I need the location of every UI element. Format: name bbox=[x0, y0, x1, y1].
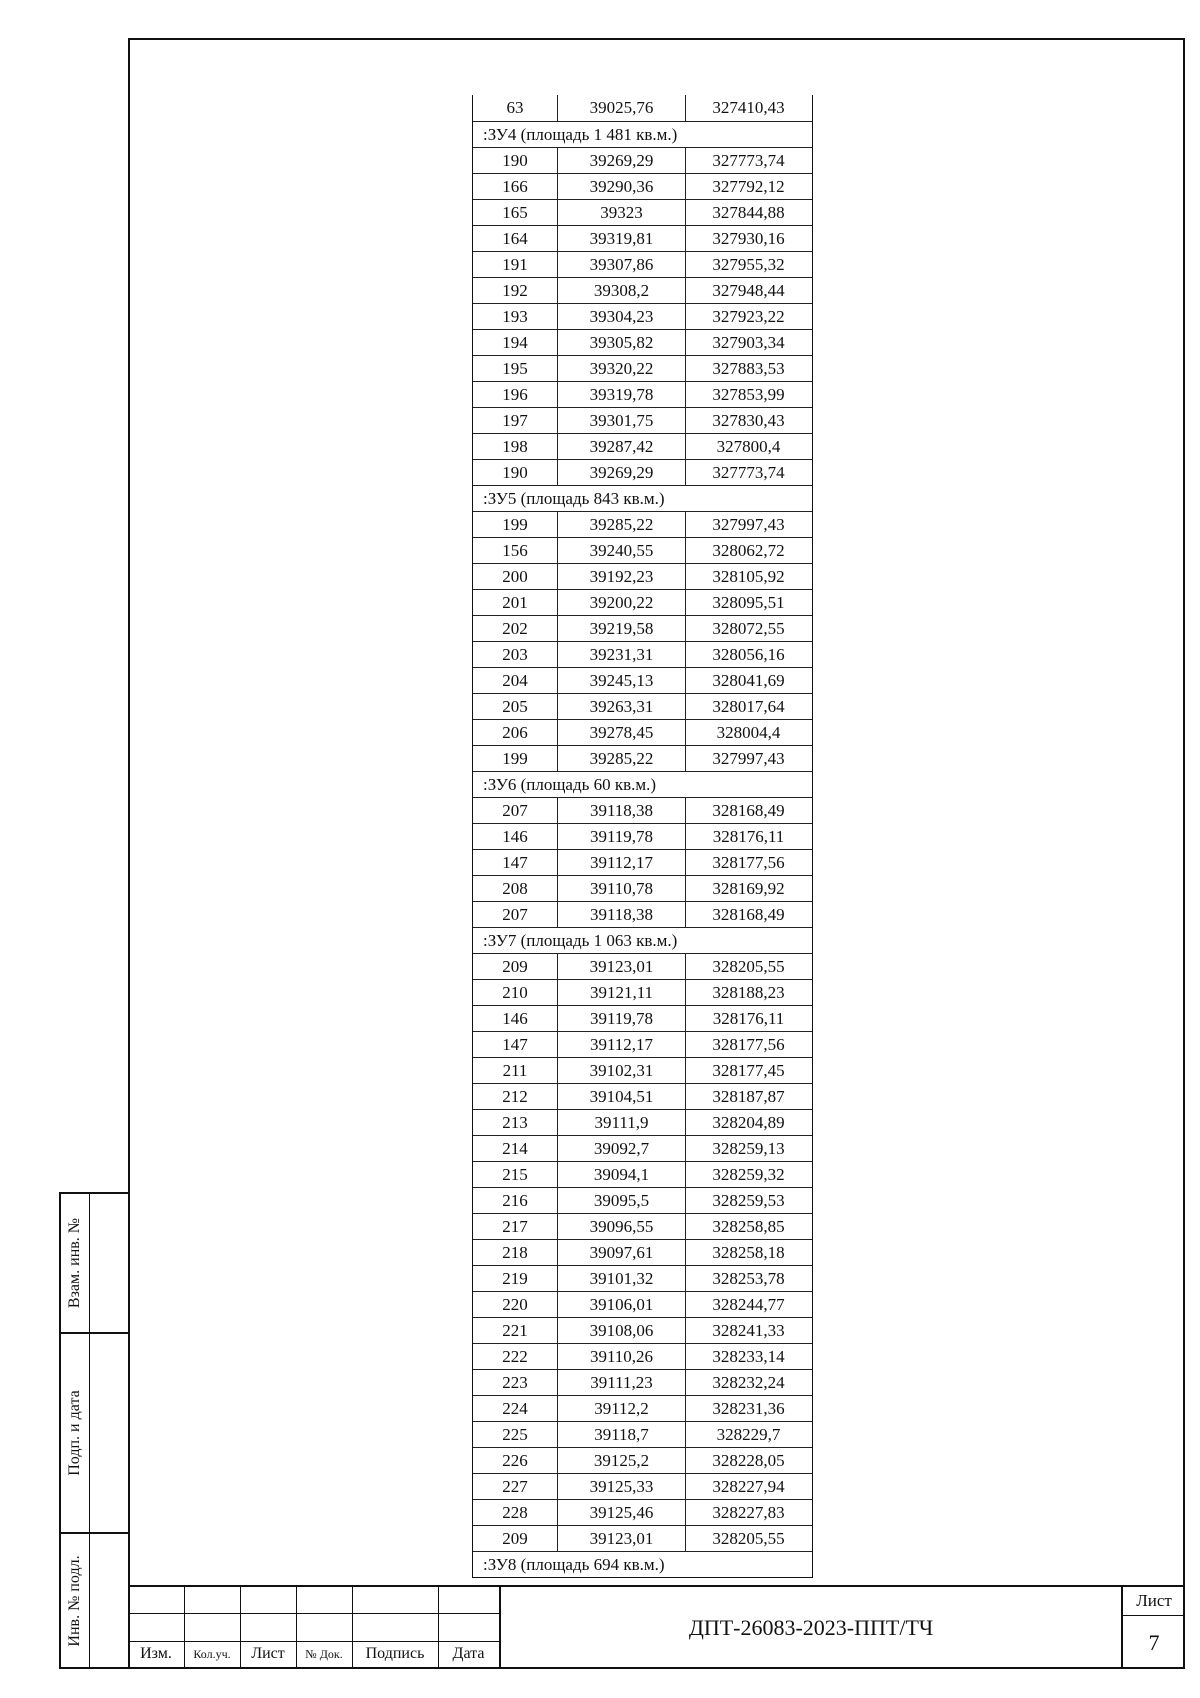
table-row bbox=[473, 303, 812, 329]
point-number: 223 bbox=[502, 1372, 528, 1392]
point-number: 209 bbox=[502, 956, 528, 976]
coord-x: 39290,36 bbox=[557, 174, 685, 199]
coord-y: 328205,55 bbox=[685, 1526, 811, 1551]
coord-y: 327903,34 bbox=[685, 330, 811, 355]
coord-x: 39319,78 bbox=[557, 382, 685, 407]
coord-x: 39301,75 bbox=[557, 408, 685, 433]
table-row bbox=[473, 459, 812, 485]
table-row bbox=[473, 199, 812, 225]
table-row bbox=[473, 433, 812, 459]
table-row bbox=[473, 1499, 812, 1525]
point-number: 196 bbox=[502, 384, 528, 404]
point-number: 195 bbox=[502, 358, 528, 378]
table-row bbox=[473, 1317, 812, 1343]
coord-y: 327997,43 bbox=[685, 512, 811, 537]
coord-x: 39118,7 bbox=[557, 1422, 685, 1447]
coord-y: 327883,53 bbox=[685, 356, 811, 381]
coord-y: 328177,56 bbox=[685, 850, 811, 875]
coord-x: 39285,22 bbox=[557, 512, 685, 537]
point-number: 63 bbox=[506, 98, 524, 117]
coord-y: 327930,16 bbox=[685, 226, 811, 251]
table-row bbox=[473, 511, 812, 537]
table-row bbox=[473, 407, 812, 433]
stamp-inv-podl bbox=[59, 1534, 128, 1669]
point-number: 216 bbox=[502, 1190, 528, 1210]
point-number: 225 bbox=[502, 1424, 528, 1444]
table-row bbox=[473, 355, 812, 381]
coord-x: 39119,78 bbox=[557, 1006, 685, 1031]
table-row bbox=[473, 1031, 812, 1057]
point-number: 227 bbox=[502, 1476, 528, 1496]
header-podpis: Подпись bbox=[365, 1645, 425, 1662]
coord-y: 328017,64 bbox=[685, 694, 811, 719]
coord-y: 328259,32 bbox=[685, 1162, 811, 1187]
coord-x: 39025,76 bbox=[557, 95, 685, 121]
coord-y: 327997,43 bbox=[685, 746, 811, 771]
point-number: 214 bbox=[502, 1138, 528, 1158]
section-header-row bbox=[473, 1551, 812, 1577]
point-number: 209 bbox=[502, 1528, 528, 1548]
coord-x: 39304,23 bbox=[557, 304, 685, 329]
point-number: 210 bbox=[502, 982, 528, 1002]
sheet-number: 7 bbox=[1123, 1615, 1185, 1669]
coord-y: 327792,12 bbox=[685, 174, 811, 199]
coord-x: 39305,82 bbox=[557, 330, 685, 355]
point-number: 166 bbox=[502, 176, 528, 196]
section-header-row bbox=[473, 485, 812, 511]
coord-y: 327830,43 bbox=[685, 408, 811, 433]
coord-y: 328168,49 bbox=[685, 798, 811, 823]
coord-x: 39123,01 bbox=[557, 954, 685, 979]
table-row bbox=[473, 979, 812, 1005]
coord-x: 39269,29 bbox=[557, 148, 685, 173]
table-row bbox=[473, 225, 812, 251]
point-number: 193 bbox=[502, 306, 528, 326]
coord-y: 328177,56 bbox=[685, 1032, 811, 1057]
point-number: 191 bbox=[502, 254, 528, 274]
point-number: 165 bbox=[502, 202, 528, 222]
table-row bbox=[473, 1473, 812, 1499]
point-number: 221 bbox=[502, 1320, 528, 1340]
point-number: 202 bbox=[502, 618, 528, 638]
coord-y: 328259,13 bbox=[685, 1136, 811, 1161]
table-row bbox=[473, 719, 812, 745]
table-row bbox=[473, 1291, 812, 1317]
coord-y: 328227,83 bbox=[685, 1500, 811, 1525]
coord-y: 327410,43 bbox=[685, 95, 811, 121]
header-kol-uch: Кол.уч. bbox=[193, 1646, 231, 1661]
table-row bbox=[473, 1135, 812, 1161]
coord-x: 39308,2 bbox=[557, 278, 685, 303]
header-n-dok: № Док. bbox=[305, 1646, 343, 1661]
point-number: 147 bbox=[502, 1034, 528, 1054]
table-row bbox=[473, 1447, 812, 1473]
section-header-row bbox=[473, 771, 812, 797]
point-number: 198 bbox=[502, 436, 528, 456]
table-row bbox=[473, 1369, 812, 1395]
point-number: 220 bbox=[502, 1294, 528, 1314]
table-row bbox=[473, 615, 812, 641]
table-row bbox=[473, 641, 812, 667]
point-number: 200 bbox=[502, 566, 528, 586]
stamp-vzam-inv bbox=[59, 1192, 128, 1334]
coord-y: 327773,74 bbox=[685, 460, 811, 485]
table-row bbox=[473, 1057, 812, 1083]
point-number: 228 bbox=[502, 1502, 528, 1522]
table-row bbox=[473, 381, 812, 407]
coord-x: 39269,29 bbox=[557, 460, 685, 485]
coord-x: 39125,33 bbox=[557, 1474, 685, 1499]
coord-y: 328258,85 bbox=[685, 1214, 811, 1239]
coord-x: 39119,78 bbox=[557, 824, 685, 849]
coord-y: 328231,36 bbox=[685, 1396, 811, 1421]
coord-y: 328004,4 bbox=[685, 720, 811, 745]
point-number: 218 bbox=[502, 1242, 528, 1262]
coord-x: 39125,46 bbox=[557, 1500, 685, 1525]
coord-x: 39112,17 bbox=[557, 850, 685, 875]
table-row bbox=[473, 823, 812, 849]
coordinates-table bbox=[472, 95, 813, 1578]
coord-y: 327844,88 bbox=[685, 200, 811, 225]
table-row bbox=[473, 251, 812, 277]
coord-x: 39320,22 bbox=[557, 356, 685, 381]
table-row bbox=[473, 173, 812, 199]
coord-y: 328232,24 bbox=[685, 1370, 811, 1395]
point-number: 226 bbox=[502, 1450, 528, 1470]
coord-x: 39095,5 bbox=[557, 1188, 685, 1213]
section-title: :ЗУ7 (площадь 1 063 кв.м.) bbox=[483, 930, 678, 950]
table-row bbox=[473, 1265, 812, 1291]
coord-y: 328233,14 bbox=[685, 1344, 811, 1369]
coord-y: 328259,53 bbox=[685, 1188, 811, 1213]
point-number: 205 bbox=[502, 696, 528, 716]
point-number: 190 bbox=[502, 150, 528, 170]
stamp-inv-label: Инв. № подл. bbox=[66, 1554, 83, 1647]
section-title: :ЗУ6 (площадь 60 кв.м.) bbox=[483, 774, 657, 794]
table-row bbox=[473, 953, 812, 979]
coord-x: 39278,45 bbox=[557, 720, 685, 745]
coord-x: 39219,58 bbox=[557, 616, 685, 641]
coord-x: 39110,26 bbox=[557, 1344, 685, 1369]
table-row bbox=[473, 1525, 812, 1551]
coord-x: 39287,42 bbox=[557, 434, 685, 459]
coord-y: 328188,23 bbox=[685, 980, 811, 1005]
coord-y: 328168,49 bbox=[685, 902, 811, 927]
coord-y: 327853,99 bbox=[685, 382, 811, 407]
section-title: :ЗУ8 (площадь 694 кв.м.) bbox=[483, 1554, 665, 1574]
table-row bbox=[473, 1213, 812, 1239]
coord-y: 328241,33 bbox=[685, 1318, 811, 1343]
coord-x: 39104,51 bbox=[557, 1084, 685, 1109]
table-row bbox=[473, 849, 812, 875]
coord-x: 39123,01 bbox=[557, 1526, 685, 1551]
coord-y: 328095,51 bbox=[685, 590, 811, 615]
coord-x: 39240,55 bbox=[557, 538, 685, 563]
table-row bbox=[473, 147, 812, 173]
coord-y: 328176,11 bbox=[685, 824, 811, 849]
coord-x: 39323 bbox=[557, 200, 685, 225]
table-row bbox=[473, 589, 812, 615]
point-number: 147 bbox=[502, 852, 528, 872]
table-row bbox=[473, 745, 812, 771]
coord-x: 39092,7 bbox=[557, 1136, 685, 1161]
point-number: 201 bbox=[502, 592, 528, 612]
coord-x: 39118,38 bbox=[557, 902, 685, 927]
table-row bbox=[473, 1421, 812, 1447]
coord-x: 39121,11 bbox=[557, 980, 685, 1005]
point-number: 222 bbox=[502, 1346, 528, 1366]
coord-x: 39125,2 bbox=[557, 1448, 685, 1473]
coord-x: 39097,61 bbox=[557, 1240, 685, 1265]
coord-x: 39102,31 bbox=[557, 1058, 685, 1083]
point-number: 194 bbox=[502, 332, 528, 352]
coord-y: 328041,69 bbox=[685, 668, 811, 693]
coord-y: 327923,22 bbox=[685, 304, 811, 329]
coord-x: 39200,22 bbox=[557, 590, 685, 615]
point-number: 224 bbox=[502, 1398, 528, 1418]
table-row bbox=[473, 901, 812, 927]
coord-x: 39112,2 bbox=[557, 1396, 685, 1421]
point-number: 156 bbox=[502, 540, 528, 560]
coord-y: 328187,87 bbox=[685, 1084, 811, 1109]
point-number: 206 bbox=[502, 722, 528, 742]
coord-y: 328056,16 bbox=[685, 642, 811, 667]
coord-y: 328244,77 bbox=[685, 1292, 811, 1317]
stamp-podp-data bbox=[59, 1334, 128, 1534]
coord-x: 39231,31 bbox=[557, 642, 685, 667]
table-row bbox=[473, 1161, 812, 1187]
title-block bbox=[128, 1585, 1185, 1669]
coord-y: 328105,92 bbox=[685, 564, 811, 589]
coord-y: 328177,45 bbox=[685, 1058, 811, 1083]
coord-x: 39108,06 bbox=[557, 1318, 685, 1343]
table-row bbox=[473, 1239, 812, 1265]
point-number: 164 bbox=[502, 228, 528, 248]
coord-x: 39096,55 bbox=[557, 1214, 685, 1239]
section-title: :ЗУ5 (площадь 843 кв.м.) bbox=[483, 488, 665, 508]
point-number: 208 bbox=[502, 878, 528, 898]
coord-y: 328229,7 bbox=[685, 1422, 811, 1447]
coord-x: 39319,81 bbox=[557, 226, 685, 251]
table-row bbox=[473, 95, 812, 121]
table-row bbox=[473, 693, 812, 719]
stamp-podp-label: Подп. и дата bbox=[66, 1390, 83, 1476]
coord-x: 39263,31 bbox=[557, 694, 685, 719]
header-izm: Изм. bbox=[140, 1645, 172, 1662]
coord-y: 328072,55 bbox=[685, 616, 811, 641]
table-row bbox=[473, 1343, 812, 1369]
coord-y: 327948,44 bbox=[685, 278, 811, 303]
header-data: Дата bbox=[452, 1645, 485, 1662]
coord-x: 39111,23 bbox=[557, 1370, 685, 1395]
coord-y: 327955,32 bbox=[685, 252, 811, 277]
coord-y: 328204,89 bbox=[685, 1110, 811, 1135]
table-row bbox=[473, 667, 812, 693]
table-row bbox=[473, 1109, 812, 1135]
coord-y: 328062,72 bbox=[685, 538, 811, 563]
coord-y: 328228,05 bbox=[685, 1448, 811, 1473]
coord-x: 39245,13 bbox=[557, 668, 685, 693]
point-number: 192 bbox=[502, 280, 528, 300]
table-row bbox=[473, 1395, 812, 1421]
coord-y: 328227,94 bbox=[685, 1474, 811, 1499]
point-number: 204 bbox=[502, 670, 528, 690]
document-code: ДПТ-26083-2023-ППТ/ТЧ bbox=[688, 1615, 934, 1640]
coord-x: 39112,17 bbox=[557, 1032, 685, 1057]
point-number: 146 bbox=[502, 1008, 528, 1028]
table-row bbox=[473, 1083, 812, 1109]
stamp-vzam-label: Взам. инв. № bbox=[66, 1217, 83, 1309]
sheet-label: Лист bbox=[1136, 1591, 1172, 1610]
coord-y: 328205,55 bbox=[685, 954, 811, 979]
coord-y: 327773,74 bbox=[685, 148, 811, 173]
table-row bbox=[473, 1005, 812, 1031]
table-row bbox=[473, 797, 812, 823]
coord-y: 328253,78 bbox=[685, 1266, 811, 1291]
coord-y: 327800,4 bbox=[685, 434, 811, 459]
coord-x: 39307,86 bbox=[557, 252, 685, 277]
point-number: 199 bbox=[502, 748, 528, 768]
coord-x: 39111,9 bbox=[557, 1110, 685, 1135]
table-row bbox=[473, 1187, 812, 1213]
coord-x: 39118,38 bbox=[557, 798, 685, 823]
coord-y: 328258,18 bbox=[685, 1240, 811, 1265]
coord-x: 39094,1 bbox=[557, 1162, 685, 1187]
table-row bbox=[473, 537, 812, 563]
coord-x: 39192,23 bbox=[557, 564, 685, 589]
point-number: 207 bbox=[502, 904, 528, 924]
coord-x: 39110,78 bbox=[557, 876, 685, 901]
point-number: 146 bbox=[502, 826, 528, 846]
table-row bbox=[473, 875, 812, 901]
point-number: 197 bbox=[502, 410, 528, 430]
coord-x: 39101,32 bbox=[557, 1266, 685, 1291]
table-row bbox=[473, 329, 812, 355]
table-row bbox=[473, 563, 812, 589]
point-number: 217 bbox=[502, 1216, 528, 1236]
point-number: 219 bbox=[502, 1268, 528, 1288]
point-number: 212 bbox=[502, 1086, 528, 1106]
section-title: :ЗУ4 (площадь 1 481 кв.м.) bbox=[483, 124, 678, 144]
point-number: 203 bbox=[502, 644, 528, 664]
header-list: Лист bbox=[251, 1645, 285, 1662]
point-number: 215 bbox=[502, 1164, 528, 1184]
coord-x: 39106,01 bbox=[557, 1292, 685, 1317]
section-header-row bbox=[473, 121, 812, 147]
coord-y: 328169,92 bbox=[685, 876, 811, 901]
point-number: 211 bbox=[502, 1060, 528, 1080]
point-number: 207 bbox=[502, 800, 528, 820]
coord-x: 39285,22 bbox=[557, 746, 685, 771]
section-header-row bbox=[473, 927, 812, 953]
point-number: 213 bbox=[502, 1112, 528, 1132]
point-number: 199 bbox=[502, 514, 528, 534]
coord-y: 328176,11 bbox=[685, 1006, 811, 1031]
point-number: 190 bbox=[502, 462, 528, 482]
table-row bbox=[473, 277, 812, 303]
